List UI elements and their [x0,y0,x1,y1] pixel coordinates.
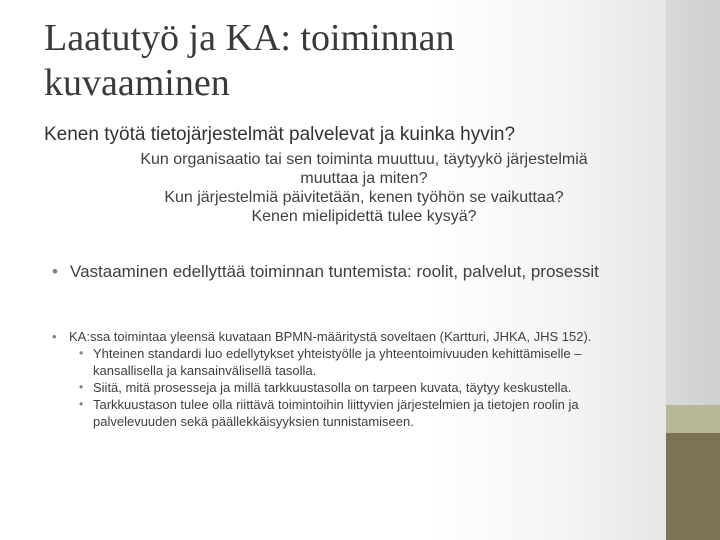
side-band-bottom [666,433,720,540]
slide-subtitle: Kenen työtä tietojärjestelmät palvelevat ja kuinka hyvin? [44,124,516,145]
sub-bullet-item [69,396,629,430]
side-decoration-band [666,0,720,540]
question-list [44,150,684,226]
slide-title: Laatutyö ja KA: toiminnan kuvaaminen [44,17,455,104]
bullet-dot-icon: • [52,329,57,344]
main-bullet-text: Vastaaminen edellyttää toiminnan tuntemista: roolit, palvelut, prosessit [70,262,599,281]
side-band-accent [666,405,720,433]
sub-bullet-text: Siitä, mitä prosesseja ja millä tarkkuustasolla on tarpeen kuvata, täytyy keskustella. [93,380,572,395]
bullet-dot-icon: • [52,262,58,281]
main-bullet [52,262,670,282]
bullet-dot-icon: • [79,380,84,394]
question-item: Kenen mielipidettä tulee kysyä? [251,208,477,225]
detail-bullet-text: KA:ssa toimintaa yleensä kuvataan BPMN-määritystä soveltaen (Kartturi, JHKA, JHS 152). [69,329,592,344]
sub-bullet-item [69,345,629,379]
sub-bullet-item [69,379,629,396]
bullet-dot-icon: • [79,397,84,411]
detail-bullet [52,328,629,430]
question-item: Kun organisaatio tai sen toiminta muuttuu, täytyykö järjestelmiä muuttaa ja miten? [140,151,588,187]
sub-bullet-text: Yhteinen standardi luo edellytykset yhteistyölle ja yhteentoimivuuden kehittämiselle – kansallisella ja kansainvälisellä tasolla. [93,346,582,378]
bullet-dot-icon: • [79,346,84,360]
question-item: Kun järjestelmiä päivitetään, kenen työhön se vaikuttaa? [164,189,564,206]
sub-bullet-text: Tarkkuustason tulee olla riittävä toimintoihin liittyvien järjestelmien ja tietojen roolin ja palvelevuuden sekä päällekkäisyyksien tunnistamiseen. [93,397,579,429]
